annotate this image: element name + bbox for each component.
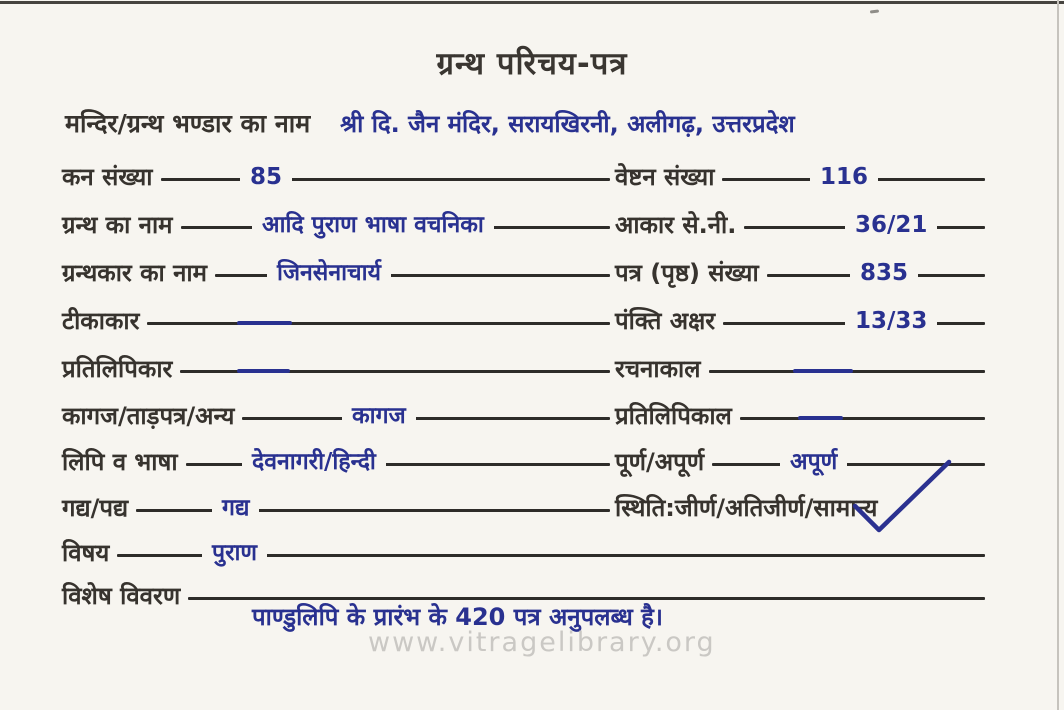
field-value: 36/21 xyxy=(845,207,937,243)
field-rule-line xyxy=(161,178,610,181)
field-label: लिपि व भाषा xyxy=(62,448,178,476)
field-rule-line xyxy=(147,322,610,325)
form-row-left-6 xyxy=(62,444,610,484)
field-label: कागज/ताड़पत्र/अन्य xyxy=(62,402,235,430)
field-rule-line xyxy=(712,463,985,466)
field-value: गद्य xyxy=(212,490,259,526)
temple-name-value: श्री दि. जैन मंदिर, सरायखिरनी, अलीगढ़, उत्तरप्रदेश xyxy=(340,110,795,138)
field-label: प्रतिलिपिकार xyxy=(62,355,173,383)
field-label-prefix: स्थिति:जीर्ण/अतिजीर्ण/ xyxy=(615,494,814,522)
field-rule-line xyxy=(740,417,985,420)
form-row-right-2 xyxy=(615,255,985,295)
blank-dash-mark xyxy=(237,369,290,373)
field-rule-line xyxy=(242,417,610,420)
form-row-right-4 xyxy=(615,351,985,391)
form-row-left-4 xyxy=(62,351,610,391)
field-label: आकार से.नी. xyxy=(615,211,737,239)
form-row-right-7 xyxy=(615,490,985,530)
field-label: गद्य/पद्य xyxy=(62,494,129,522)
scan-right-edge xyxy=(1057,0,1059,710)
form-row-left-3 xyxy=(62,303,610,343)
field-value: कागज xyxy=(342,398,416,434)
field-value: अपूर्ण xyxy=(780,444,847,480)
field-label: कन संख्या xyxy=(62,163,153,191)
special-note-value: पाण्डुलिपि के प्रारंभ के 420 पत्र अनुपलब्ध है। xyxy=(252,603,664,631)
field-label xyxy=(615,490,877,526)
temple-name-row xyxy=(65,106,1030,140)
form-row-left-8 xyxy=(62,535,985,575)
form-row-right-1 xyxy=(615,207,985,247)
checked-option: सामान्य xyxy=(813,494,878,522)
field-label: विषय xyxy=(62,539,110,567)
form-row-left-9 xyxy=(62,578,985,631)
watermark-text: www.vitragelibrary.org xyxy=(368,627,716,658)
form-row-left-0 xyxy=(62,159,610,199)
field-value: 13/33 xyxy=(845,303,937,339)
field-value: जिनसेनाचार्य xyxy=(267,255,391,291)
field-value: 835 xyxy=(850,255,918,291)
field-value: आदि पुराण भाषा वचनिका xyxy=(252,207,494,243)
blank-dash-mark xyxy=(798,416,843,420)
form-row-right-0 xyxy=(615,159,985,199)
field-value: 85 xyxy=(240,159,292,195)
field-value: 116 xyxy=(810,159,878,195)
scan-speck xyxy=(870,9,879,13)
form-row-left-1 xyxy=(62,207,610,247)
form-row-left-2 xyxy=(62,255,610,295)
scan-top-edge xyxy=(0,1,1064,4)
blank-dash-mark xyxy=(237,321,292,325)
field-label: पत्र (पृष्ठ) संख्या xyxy=(615,259,759,287)
form-row-right-6 xyxy=(615,444,985,484)
field-rule-line xyxy=(136,509,610,512)
form-title: ग्रन्थ परिचय-पत्र xyxy=(436,46,628,82)
blank-dash-mark xyxy=(793,369,853,373)
field-label: पंक्ति अक्षर xyxy=(615,307,716,335)
form-row-left-7 xyxy=(62,490,610,530)
field-label: रचनाकाल xyxy=(615,355,701,383)
field-label: पूर्ण/अपूर्ण xyxy=(615,448,705,476)
form-row-right-5 xyxy=(615,398,985,438)
field-label: टीकाकार xyxy=(62,307,140,335)
field-label: वेष्टन संख्या xyxy=(615,163,715,191)
field-label: विशेष विवरण xyxy=(62,582,181,610)
form-row-left-5 xyxy=(62,398,610,438)
field-label: प्रतिलिपिकाल xyxy=(615,402,732,430)
field-label: ग्रन्थकार का नाम xyxy=(62,259,207,287)
field-label: ग्रन्थ का नाम xyxy=(62,211,173,239)
field-value: पुराण xyxy=(202,535,267,571)
form-row-right-3 xyxy=(615,303,985,343)
field-value: देवनागरी/हिन्दी xyxy=(242,444,386,480)
temple-name-label: मन्दिर/ग्रन्थ भण्डार का नाम xyxy=(65,109,311,138)
